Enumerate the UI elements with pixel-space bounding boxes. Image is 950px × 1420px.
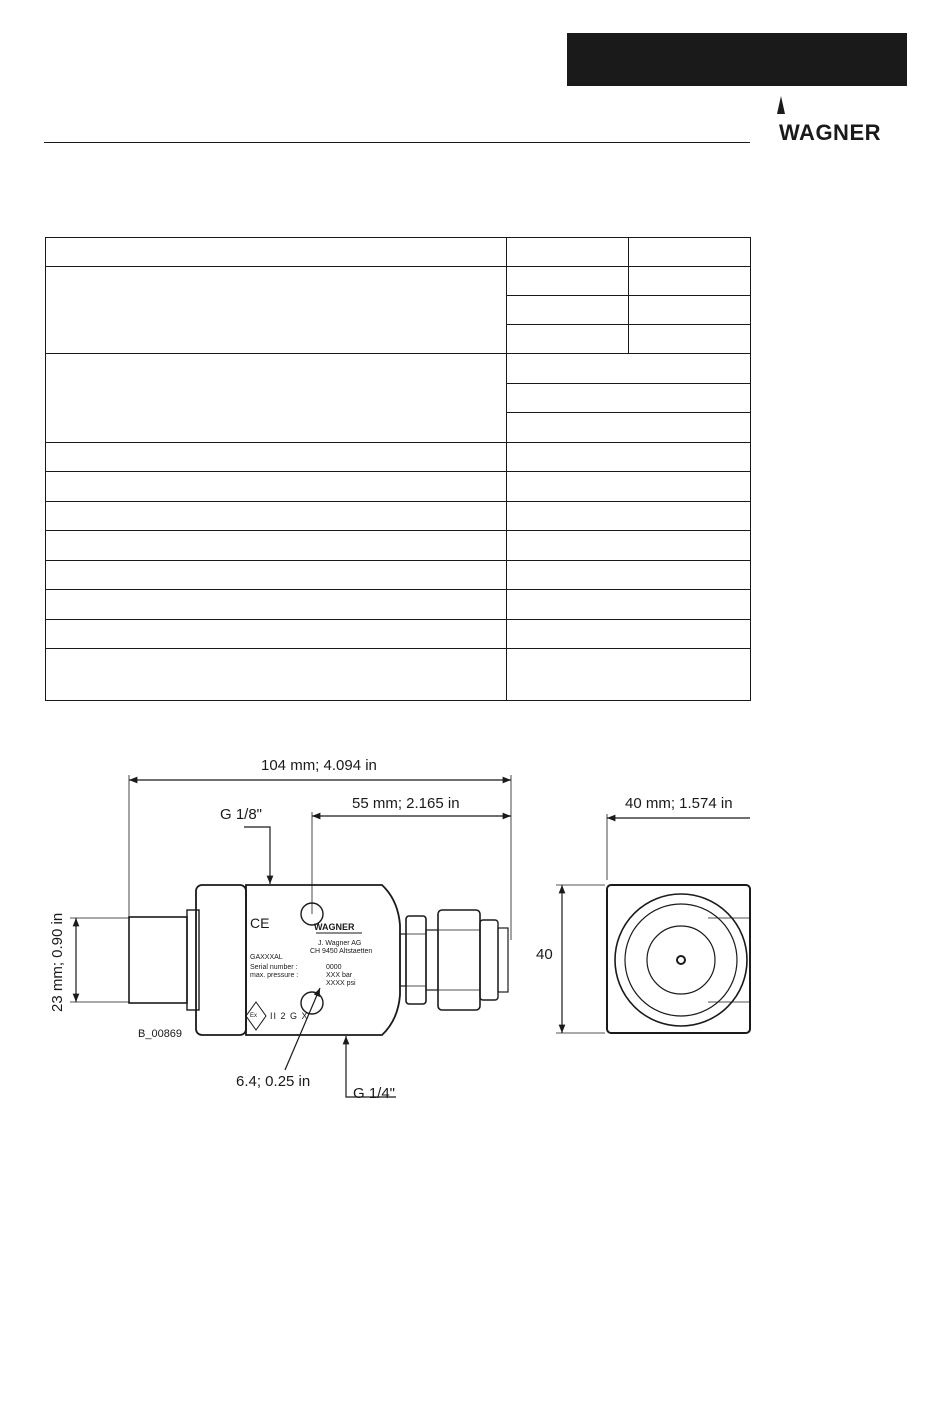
overall-length-label: 104 mm; 4.094 in <box>261 757 377 774</box>
table-cell <box>46 354 507 443</box>
hex-nut <box>406 916 426 1004</box>
table-cell <box>507 354 751 384</box>
side-view-inner-ring <box>647 926 715 994</box>
plate-pressure-label: max. pressure : <box>250 972 299 979</box>
table-cell <box>46 620 507 649</box>
plate-ex-mark: Ex <box>250 1013 258 1019</box>
thread-top-label: G 1/8" <box>220 806 263 823</box>
table-row <box>46 590 751 620</box>
table-cell <box>507 590 751 620</box>
table-cell <box>507 561 751 590</box>
outlet-fitting <box>438 910 480 1010</box>
plate-ex-class: II 2 G X <box>270 1011 309 1021</box>
inlet-shank <box>129 917 187 1003</box>
table-cell <box>507 325 629 354</box>
table-row <box>46 531 751 561</box>
header-black-bar <box>567 33 907 86</box>
hole-diameter-label: 6.4; 0.25 in <box>236 1073 311 1090</box>
plate-pressure-bar: XXX bar <box>326 972 353 979</box>
plate-address: CH 9450 Altstaetten <box>310 948 373 955</box>
table-cell <box>507 649 751 701</box>
table-cell <box>46 472 507 502</box>
table-cell <box>46 443 507 472</box>
table-cell <box>507 238 629 267</box>
table-cell <box>507 267 629 296</box>
table-cell <box>507 620 751 649</box>
table-cell <box>507 443 751 472</box>
plate-pressure-psi: XXXX psi <box>326 980 356 987</box>
table-cell <box>46 267 507 354</box>
table-cell <box>46 561 507 590</box>
plate-model: GAXXXAL <box>250 954 283 961</box>
sensor-collar <box>196 885 246 1035</box>
table-row <box>46 649 751 701</box>
side-view-body <box>607 885 750 1033</box>
height-side-label: 40 <box>536 946 553 963</box>
table-row <box>46 561 751 590</box>
table-cell <box>46 502 507 531</box>
header-rule <box>44 142 750 143</box>
technical-drawing <box>0 740 950 1120</box>
specs-table <box>45 237 751 701</box>
table-cell <box>629 325 751 354</box>
table-row <box>46 354 751 384</box>
table-cell <box>46 590 507 620</box>
plate-company: J. Wagner AG <box>318 940 362 947</box>
thread-bottom-label: G 1/4" <box>353 1085 396 1102</box>
table-row <box>46 267 751 296</box>
hole-diameter-leader <box>285 988 320 1070</box>
table-cell <box>507 384 751 413</box>
table-row <box>46 443 751 472</box>
table-cell <box>46 238 507 267</box>
height-left-label: 23 mm; 0.90 in <box>49 912 66 1012</box>
plate-serial-value: 0000 <box>326 964 342 971</box>
side-view-outer-ring <box>615 894 747 1026</box>
table-row <box>46 620 751 649</box>
table-cell <box>507 531 751 561</box>
width-label: 40 mm; 1.574 in <box>625 795 733 812</box>
table-row <box>46 238 751 267</box>
wagner-logo <box>752 96 908 144</box>
table-row <box>46 472 751 502</box>
table-cell <box>507 296 629 325</box>
sensor-length-label: 55 mm; 2.165 in <box>352 795 460 812</box>
table-cell <box>46 531 507 561</box>
plate-serial-label: Serial number : <box>250 964 298 971</box>
thread-top-leader <box>244 827 270 884</box>
table-cell <box>629 238 751 267</box>
sensor-drawing-svg <box>0 740 950 1120</box>
table-cell <box>507 413 751 443</box>
table-cell <box>507 502 751 531</box>
table-cell <box>46 649 507 701</box>
ce-mark-icon: CE <box>250 915 270 931</box>
drawing-id-label: B_00869 <box>138 1028 183 1040</box>
table-cell <box>629 267 751 296</box>
table-cell <box>507 472 751 502</box>
plate-brand: WAGNER <box>314 922 355 932</box>
table-row <box>46 502 751 531</box>
logo-text: WAGNER <box>779 120 881 145</box>
table-cell <box>629 296 751 325</box>
